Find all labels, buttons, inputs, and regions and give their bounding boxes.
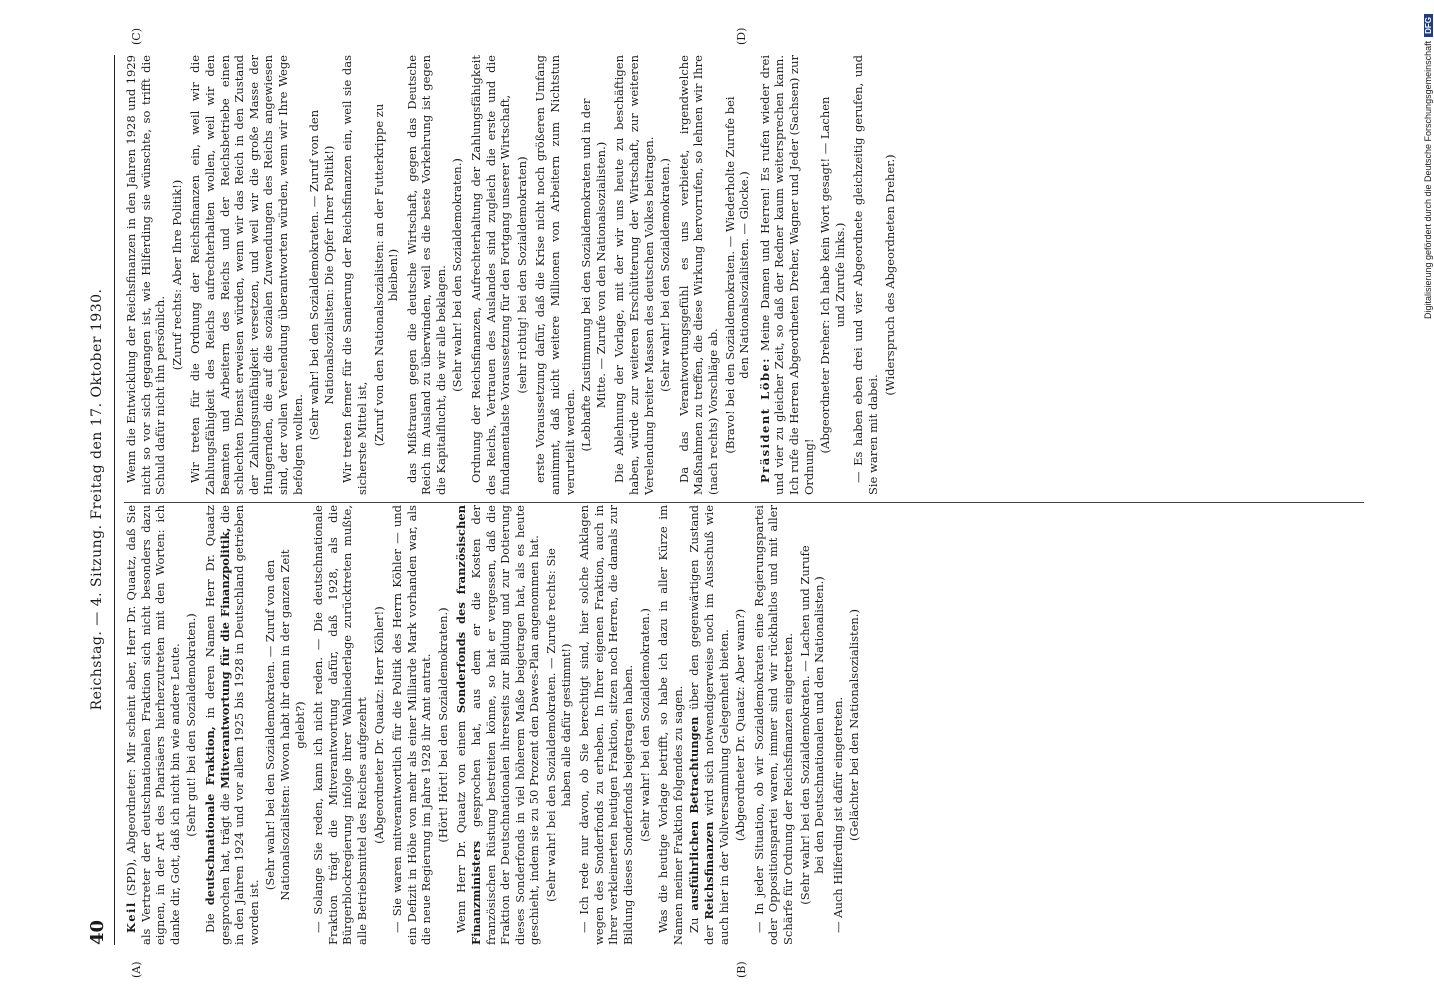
interjection: (Zuruf rechts: Aber Ihre Politik!): [169, 179, 184, 371]
interjection: (Widerspruch des Abgeordneten Dreher.): [882, 154, 897, 396]
paragraph: Die Ablehnung der Vorlage, mit der wir uns heute zu beschäftigen haben, würde zur weiteren Erschütterung der Wirtschaft, zur weiteren Verelendung breiter Massen des deutschen Volkes beitragen.: [612, 55, 656, 495]
interjection: (Abgeordneter Dr. Quaatz: Aber wann?): [733, 608, 748, 842]
interjection: (Sehr wahr! bei den Sozialdemokraten.): [637, 608, 652, 842]
page-number: 40: [86, 919, 108, 945]
interjection: (Sehr wahr! bei den Sozialdemokraten. — Zuruf von den Nationalsozialisten: Wovon habt ihr denn in der ganzen Zeit gelebt?): [263, 549, 307, 901]
speaker-name: Präsident Löbe:: [757, 356, 772, 483]
paragraph: Ordnung der Reichsfinanzen, Aufrechterhaltung der Zahlungsfähigkeit des Reichs, Vertrauen des Auslandes sind zugleich die erste und die fundamentalste Voraussetzung für den Fortgang unserer Wirtschaft,: [469, 55, 513, 495]
margin-marker-b: (B): [735, 961, 748, 978]
paragraph: Zu ausführlichen Betrachtungen über den gegenwärtigen Zustand der Reichsfinanzen wird sich notwendigerweise noch im Ausschuß wie auch hier in der Vollversammlung Gelegenheit bieten.: [687, 504, 731, 945]
paragraph: Die deutschnationale Fraktion, in deren Namen Herr Dr. Quaatz gesprochen hat, trägt die Mitverantwortung für die Finanzpolitik, die in den Jahren 1924 und vor allem 1925 bis 1928 in Deutschland getrieben worden ist.: [202, 505, 261, 945]
paragraph: erste Voraussetzung dafür, daß die Krise nicht noch größeren Umfang annimmt, daß nicht weitere Millionen von Arbeitern zum Nichtstun verurteilt werden.: [533, 55, 577, 495]
interjection: (Sehr wahr! bei den Sozialdemokraten.): [450, 158, 465, 392]
running-title: Reichstag. — 4. Sitzung. Freitag den 17. Oktober 1930.: [89, 288, 105, 711]
page-header: [80, 55, 115, 945]
speaker-name: Keil: [124, 901, 138, 933]
paragraph: das Mißtrauen gegen die deutsche Wirtschaft, gegen das Deutsche Reich im Ausland zu überwinden, weil es die beste Vorkehrung ist gegen die Kapitalflucht, die wir alle beklagen.: [404, 55, 448, 495]
interjection: (Sehr wahr! bei den Sozialdemokraten. — Zuruf von den Nationalsozialisten: Die Opfer Ihrer Politik!): [307, 109, 336, 441]
paragraph: Wenn Herr Dr. Quaatz von einem Sonderfonds des französischen Finanzministers gesprochen hat, aus dem er die Kosten der französischen Rüstung bestreiten könne, so hat er vergessen, daß die Fraktion der Deutschnationalen ihrerseits zur Bildung und zur Dotierung dieses Sonderfonds in viel höherem Maße beigetragen hat, als es heute geschieht, indem sie zu 50 Prozent den Dawes-Plan angenommen hat.: [454, 504, 542, 945]
column-rule: [124, 502, 1364, 503]
interjection: (Lebhafte Zustimmung bei den Sozialdemokraten und in der Mitte. — Zurufe von den Nationalsozialisten.): [579, 98, 608, 452]
interjection: (Bravo! bei den Sozialdemokraten. — Wiederholte Zurufe bei den Nationalsozialisten. — Glocke.): [722, 96, 752, 454]
interjection: (Abgeordneter Dreher: Ich habe kein Wort gesagt! — Lachen und Zurufe links.): [818, 96, 847, 454]
margin-marker-a: (A): [130, 961, 143, 978]
interjection: (Hört! Hört! bei den Sozialdemokraten.): [435, 607, 450, 843]
banner-text: Digitalisierung gefördert durch die Deutsche Forschungsgemeinschaft: [1423, 40, 1433, 320]
paragraph: Da das Verantwortungsgefühl es uns verbietet, irgendwelche Maßnahmen zu treffen, die diese Wirkung hervorrufen, so lehnen wir Ihre (nach rechts) Vorschläge ab.: [676, 55, 720, 495]
margin-marker-c: (C): [130, 28, 143, 45]
paragraph: Wir treten für die Ordnung der Reichsfinanzen ein, weil wir die Zahlungsfähigkeit des Reichs aufrechterhalten wollen, weil wir den Beamten und Arbeitern des Reichs und der Reichsbetriebe einen schlechten Dienst erweisen würden, wenn wir das Reich in den Zustand der Zahlungsunfähigkeit versetzen, und weil wir die große Masse der Hungernden, die auf die sozialen Zuwendungen des Reichs angewiesen sind, der vollen Verelendung überantworten würden, wenn wir Ihre Wege befolgen wollten.: [188, 55, 305, 495]
interjection: (Gelächter bei den Nationalsozialisten.): [847, 609, 862, 841]
paragraph: — Auch Hilferding ist dafür eingetreten.: [830, 696, 845, 933]
interjection: (Zuruf von den Nationalsozialisten: an der Futterkrippe zu bleiben!): [371, 103, 401, 447]
right-column: [124, 55, 1379, 495]
interjection: (sehr richtig! bei den Sozialdemokraten): [514, 156, 529, 394]
paragraph: — Es haben eben drei und vier Abgeordnete gleichzeitig gerufen, und Sie waren mit dabei.: [851, 55, 880, 495]
paragraph: — Sie waren mitverantwortlich für die Politik des Herrn Köhler — und ein Defizit in Höhe von mehr als einer Milliarde Mark vorhanden war, als die neue Regierung im Jahre 1928 ihr Amt antrat.: [390, 505, 434, 945]
paragraph: — Solange Sie reden, kann ich nicht reden. — Die deutschnationale Fraktion trägt die Mitverantwortung dafür, daß 1928, als die Bürgerblockregierung infolge ihrer Wahlniederlage zurücktreten mußte, alle Betriebsmittel des Reiches aufgezehrt: [311, 505, 369, 945]
interjection: (Sehr gut! bei den Sozialdemokraten.): [184, 613, 199, 837]
interjection: (Sehr wahr! bei den Sozialdemokraten. — Lachen und Zurufe bei den Deutschnationalen und den Nationalisten.): [797, 545, 827, 905]
interjection: (Sehr wahr! bei den Sozialdemokraten.): [658, 158, 673, 392]
paragraph: — Ich rede nur davon, ob Sie berechtigt sind, hier solche Anklagen wegen des Sonderfonds zu erheben. In Ihrer eigenen Fraktion, auch in Ihrer verkleinerten heutigen Fraktion, sitzen noch Herren, die damals zur Bildung dieses Sonderfonds beigetragen haben.: [577, 505, 635, 945]
left-column: [124, 505, 1379, 945]
interjection: (Abgeordneter Dr. Quaatz: Herr Köhler!): [371, 606, 386, 844]
paragraph: Wenn die Entwicklung der Reichsfinanzen in den Jahren 1928 und 1929 nicht so vor sich gegangen ist, wie Hilferding sie wünschte, so trifft die Schuld dafür nicht ihn persönlich.: [124, 55, 168, 495]
interjection: (Sehr wahr! bei den Sozialdemokraten. — Zurufe rechts: Sie haben alle dafür gestimmt!): [544, 548, 573, 902]
paragraph: — In jeder Situation, ob wir Sozialdemokraten eine Regierungspartei oder Oppositionspartei waren, immer sind wir rückhaltlos und mit aller Schärfe für Ordnung der Reichsfinanzen eingetreten.: [751, 505, 795, 945]
paragraph: Präsident Löbe: Meine Damen und Herren! Es rufen wieder drei und vier zu gleicher Zeit, so daß der Redner kaum weitersprechen kann. Ich rufe die Herren Abgeordneten Dreher, Wagner und Jeder (Sachsen) zur Ordnung!: [757, 55, 816, 495]
paragraph: Was die heutige Vorlage betrifft, so habe ich dazu in aller Kürze im Namen meiner Fraktion folgendes zu sagen.: [656, 505, 685, 945]
margin-marker-d: (D): [735, 27, 748, 45]
paragraph: Keil (SPD), Abgeordneter: Mir scheint aber, Herr Dr. Quaatz, daß Sie als Vertreter der deutschnationalen Fraktion sich nicht besonders dazu eignen, in der Art des Pharisäers hierherzutreten mit den Worten: ich danke dir, Gott, daß ich nicht bin wie andere Leute.: [124, 504, 182, 945]
dfg-logo: DFG: [1424, 14, 1433, 37]
paragraph: Wir treten ferner für die Sanierung der Reichsfinanzen ein, weil sie das sicherste Mittel ist,: [340, 55, 369, 495]
